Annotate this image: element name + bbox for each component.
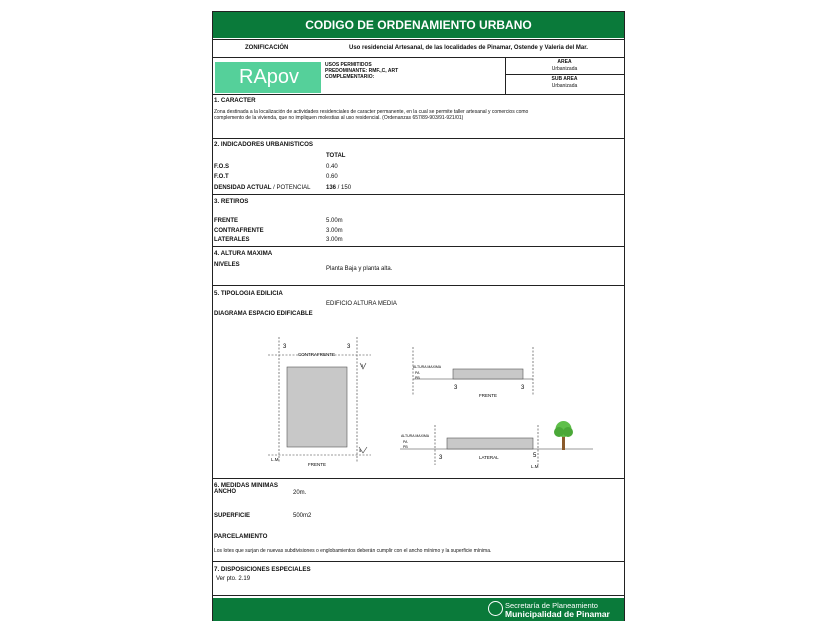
lateral-label: LATERAL bbox=[479, 455, 499, 460]
plan-three-left: 3 bbox=[283, 344, 287, 350]
area-value: Urbanizada bbox=[551, 66, 578, 72]
front-altura-maxima: ALTURA MAXIMA bbox=[413, 365, 442, 369]
densidad-label: DENSIDAD ACTUAL / POTENCIAL bbox=[214, 185, 311, 191]
section-tipologia-title: 5. TIPOLOGIA EDILICIA bbox=[214, 290, 283, 297]
municipal-seal-icon bbox=[488, 601, 503, 616]
footer-secretaria: Secretaría de Planeamiento bbox=[505, 601, 598, 610]
parcelamiento-text: Los lotes que surjan de nuevas subdivisiones o englobamientos deberán cumplir con el ancho mínimo y la superficie mínima. bbox=[214, 548, 492, 554]
footer-municipalidad: Municipalidad de Pinamar bbox=[505, 609, 610, 619]
fos-label: F.O.S bbox=[214, 164, 230, 170]
plan-frente: FRENTE bbox=[308, 462, 326, 467]
laterales-label: LATERALES bbox=[214, 237, 250, 243]
lateral-five: 5 bbox=[533, 453, 537, 459]
section-retiros-title: 3. RETIROS bbox=[214, 198, 249, 205]
fot-value: 0.60 bbox=[326, 174, 338, 180]
total-label: TOTAL bbox=[326, 153, 346, 159]
subarea-value: Urbanizada bbox=[551, 83, 578, 89]
zonificacion-label: ZONIFICACIÓN bbox=[245, 45, 289, 51]
disposiciones-text: Ver pto. 2.19 bbox=[216, 576, 251, 582]
frente-label: FRENTE bbox=[214, 218, 238, 224]
front-frente: FRENTE bbox=[479, 393, 497, 398]
fot-label: F.O.T bbox=[214, 174, 229, 180]
plan-five: 5 bbox=[359, 448, 362, 453]
tree-icon bbox=[554, 421, 573, 450]
frente-value: 5.00m bbox=[326, 218, 343, 224]
parcelamiento-title: PARCELAMIENTO bbox=[214, 533, 268, 540]
front-pb: PB bbox=[415, 376, 420, 380]
subarea-label: SUB AREA bbox=[551, 76, 578, 82]
buildable-space-diagram bbox=[213, 317, 624, 477]
front-three-left: 3 bbox=[454, 385, 458, 391]
zone-code-badge: RApov bbox=[215, 62, 321, 93]
ancho-label: ANCHO bbox=[214, 489, 236, 495]
plan-three-side: 3 bbox=[361, 363, 364, 368]
superficie-value: 500m2 bbox=[293, 513, 312, 519]
caracter-text-1: Zona destinada a la localización de actividades residenciales de caracter permanente, en la cual se permite taller artesanal y comercios como bbox=[214, 109, 529, 115]
zoning-sheet bbox=[212, 11, 625, 621]
laterales-value: 3.00m bbox=[326, 237, 343, 243]
lateral-lm: L.M bbox=[531, 464, 539, 469]
front-three-right: 3 bbox=[521, 385, 525, 391]
zonificacion-description: Uso residencial Artesanal, de las localidades de Pinamar, Ostende y Valeria del Mar. bbox=[349, 45, 588, 51]
section-indicadores-title: 2. INDICADORES URBANISTICOS bbox=[214, 141, 314, 148]
section-caracter-title: 1. CARACTER bbox=[214, 97, 256, 104]
plan-three-right: 3 bbox=[347, 344, 351, 350]
section-disposiciones-title: 7. DISPOSICIONES ESPECIALES bbox=[214, 566, 311, 573]
superficie-label: SUPERFICIE bbox=[214, 513, 251, 519]
area-label: AREA bbox=[557, 59, 572, 65]
lateral-three: 3 bbox=[439, 455, 443, 461]
ancho-value: 20m. bbox=[293, 490, 307, 496]
section-altura-title: 4. ALTURA MAXIMA bbox=[214, 250, 273, 257]
usos-complementario: COMPLEMENTARIO: bbox=[325, 74, 375, 80]
caracter-text-2: complemento de la vivienda, que no impliquen molestias al uso residencial. (Ordenanzas 657/89-903/91-921/01) bbox=[214, 115, 464, 121]
diagrama-label: DIAGRAMA ESPACIO EDIFICABLE bbox=[214, 311, 313, 317]
lateral-altura-maxima: ALTURA MAXIMA bbox=[401, 434, 430, 438]
section-medidas-title: 6. MEDIDAS MINIMAS bbox=[214, 482, 278, 489]
plan-lm: L.M bbox=[271, 457, 279, 462]
lateral-pa: PA bbox=[403, 440, 408, 444]
densidad-value: 136 / 150 bbox=[326, 185, 352, 191]
footer-banner bbox=[213, 598, 624, 621]
front-pa: PA bbox=[415, 371, 420, 375]
contrafrente-label: CONTRAFRENTE bbox=[214, 228, 264, 234]
page-title: CODIGO DE ORDENAMIENTO URBANO bbox=[213, 12, 624, 38]
niveles-label: NIVELES bbox=[214, 262, 240, 268]
fos-value: 0.40 bbox=[326, 164, 338, 170]
lateral-pb: PB bbox=[403, 445, 408, 449]
tipologia-value: EDIFICIO ALTURA MEDIA bbox=[326, 301, 397, 307]
usos-title: USOS PERMITIDOS bbox=[325, 62, 372, 68]
usos-predominante: PREDOMINANTE: RMF.,C, ART bbox=[325, 68, 399, 74]
niveles-value: Planta Baja y planta alta. bbox=[326, 266, 393, 272]
plan-contrafrente: CONTRAFRENTE bbox=[298, 352, 335, 357]
contrafrente-value: 3.00m bbox=[326, 228, 343, 234]
front-elevation bbox=[413, 347, 533, 395]
